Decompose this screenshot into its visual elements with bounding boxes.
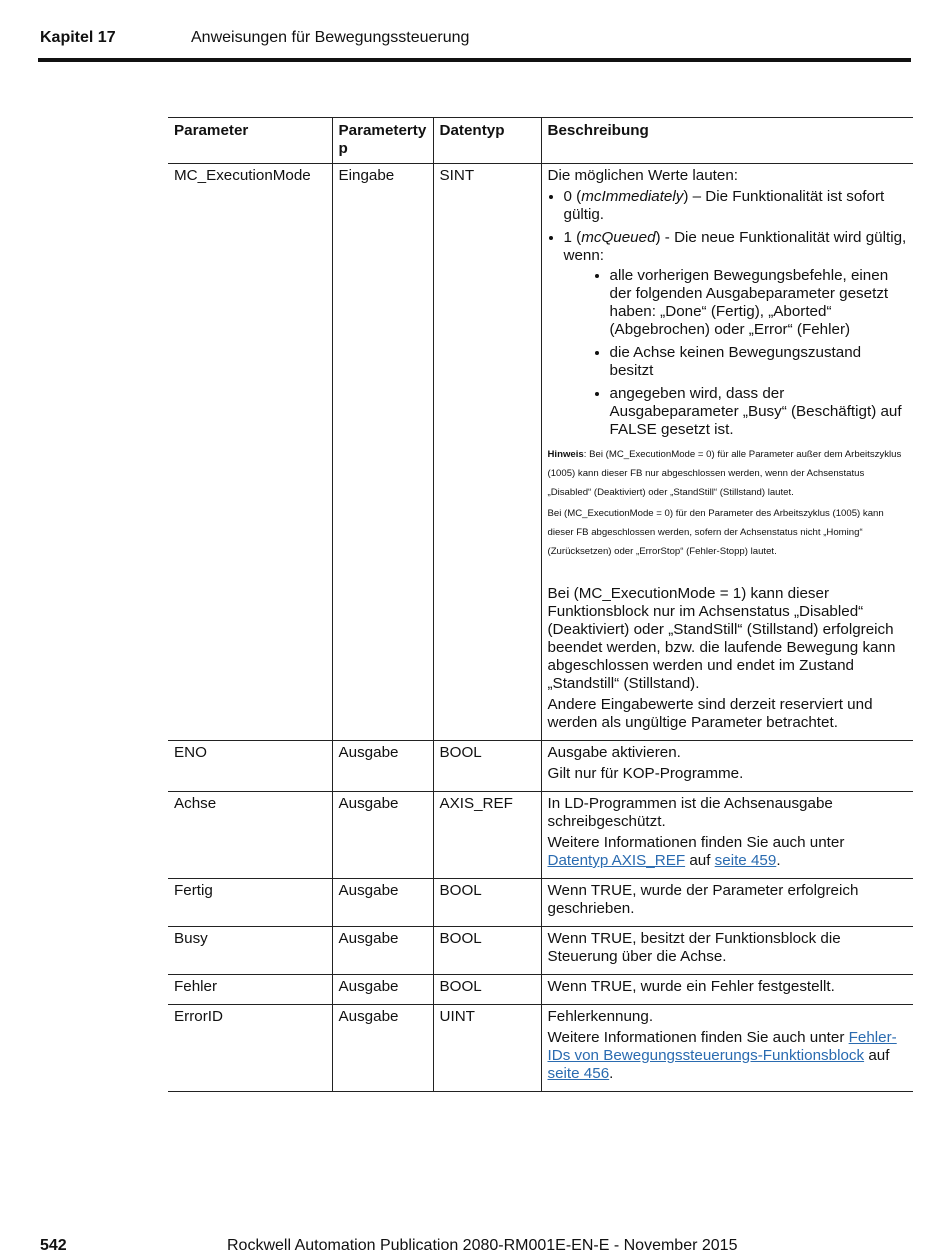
table-row [168, 975, 913, 1005]
table-row [168, 1005, 913, 1092]
publication-info: Rockwell Automation Publication 2080-RM001E-EN-E - November 2015 [227, 1237, 738, 1254]
cell-datentyp: UINT [433, 1005, 541, 1092]
header-datentyp: Datentyp [433, 118, 541, 164]
cell-parameter: ENO [168, 741, 332, 792]
text-run: ) - Die neue Funktionalität wird gültig, wenn: [563, 229, 907, 264]
page-number: 542 [40, 1237, 67, 1254]
note-block [548, 445, 908, 561]
link-page-reference[interactable]: seite 456 [547, 1065, 610, 1082]
cell-beschreibung [541, 792, 913, 879]
text-run: . [609, 1065, 614, 1082]
desc-line: Fehlerkennung. [547, 1008, 654, 1025]
table-row [168, 879, 913, 927]
desc-intro: Die möglichen Werte lauten: [547, 167, 739, 184]
list-item [564, 229, 908, 439]
header-parametertyp-part1: Parameterty [338, 122, 427, 139]
link-datentyp-axis-ref[interactable]: Datentyp AXIS_REF [547, 852, 686, 869]
desc-line: Ausgabe aktivieren. [547, 744, 681, 761]
note-paragraph: Bei (MC_ExecutionMode = 0) für den Parameter des Arbeitszyklus (1005) kann dieser FB abgeschlossen werden, sofern der Achsenstatus nicht „Homing“ (Zurücksetzen) oder „ErrorStop“ (Fehler-Stopp) lautet. [547, 508, 884, 557]
note-text: : Bei (MC_ExecutionMode = 0) für alle Parameter außer dem Arbeitszyklus (1005) kann dieser FB nur abgeschlossen werden, wenn der Achsenstatus „Disabled“ (Deaktiviert) oder „StandStill“ (Stillstand) lautet. [547, 449, 902, 498]
table-header-row [168, 118, 913, 164]
header-parametertyp-part2: p [338, 140, 348, 157]
chapter-label: Kapitel 17 [40, 29, 116, 46]
cell-datentyp: SINT [433, 164, 541, 741]
desc-line: Wenn TRUE, wurde der Parameter erfolgreich geschrieben. [547, 882, 859, 917]
cell-parameter: Fertig [168, 879, 332, 927]
cell-parameter: MC_ExecutionMode [168, 164, 332, 741]
cell-beschreibung [541, 741, 913, 792]
header-parameter: Parameter [168, 118, 332, 164]
parameter-table [168, 117, 913, 1092]
link-page-reference[interactable]: seite 459 [714, 852, 777, 869]
cell-beschreibung [541, 879, 913, 927]
cell-datentyp: BOOL [433, 975, 541, 1005]
table-row [168, 927, 913, 975]
text-run: 1 ( [563, 229, 582, 246]
emphasis: mcQueued [581, 229, 656, 246]
section-title: Anweisungen für Bewegungssteuerung [191, 29, 470, 46]
cell-parametertyp: Ausgabe [332, 879, 433, 927]
text-run: . [776, 852, 781, 869]
list-item [564, 188, 908, 224]
page-header [38, 0, 911, 62]
desc-paragraph: Bei (MC_ExecutionMode = 1) kann dieser Funktionsblock nur im Achsenstatus „Disabled“ (Deaktiviert) oder „StandStill“ (Stillstand) erfolgreich beendet werden, bzw. die laufende Bewegung kann abgeschlossen werden und endet im Zustand „Standstill“ (Stillstand). [547, 585, 896, 692]
text-run: 0 ( [563, 188, 582, 205]
text-run: Weitere Informationen finden Sie auch unter [547, 1029, 849, 1046]
cell-beschreibung [541, 927, 913, 975]
cell-beschreibung [541, 975, 913, 1005]
sub-list-item: • angegeben wird, dass der Ausgabeparameter „Busy“ (Beschäftigt) auf FALSE gesetzt ist. [610, 385, 908, 439]
table-row [168, 741, 913, 792]
text-run: ) – Die Funktionalität ist sofort gültig. [563, 188, 885, 223]
header-beschreibung: Beschreibung [541, 118, 913, 164]
link-fehler-ids[interactable]: Fehler-IDs von Bewegungssteuerungs-Funktionsblock [547, 1029, 897, 1064]
cell-beschreibung [541, 164, 913, 741]
header-parametertyp [332, 118, 433, 164]
cell-datentyp: BOOL [433, 927, 541, 975]
table-row [168, 164, 913, 741]
sub-list-item: • die Achse keinen Bewegungszustand besitzt [610, 344, 908, 380]
note-paragraph [548, 445, 908, 502]
emphasis: mcImmediately [581, 188, 684, 205]
cell-parametertyp: Ausgabe [332, 1005, 433, 1092]
cell-parameter: ErrorID [168, 1005, 332, 1092]
desc-line [548, 1029, 908, 1083]
desc-paragraph: Andere Eingabewerte sind derzeit reserviert und werden als ungültige Parameter betrachtet. [547, 696, 873, 731]
desc-line: Wenn TRUE, besitzt der Funktionsblock die Steuerung über die Achse. [547, 930, 841, 965]
value-list [548, 188, 908, 439]
cell-parametertyp: Ausgabe [332, 792, 433, 879]
desc-line [548, 834, 908, 870]
cell-datentyp: BOOL [433, 741, 541, 792]
cell-beschreibung [541, 1005, 913, 1092]
cell-datentyp: AXIS_REF [433, 792, 541, 879]
desc-line: In LD-Programmen ist die Achsenausgabe schreibgeschützt. [547, 795, 833, 830]
cell-parameter: Busy [168, 927, 332, 975]
cell-parametertyp: Ausgabe [332, 927, 433, 975]
text-run: Weitere Informationen finden Sie auch unter [547, 834, 845, 851]
cell-parameter: Achse [168, 792, 332, 879]
cell-parameter: Fehler [168, 975, 332, 1005]
cell-parametertyp: Ausgabe [332, 975, 433, 1005]
sub-list [564, 267, 908, 439]
desc-line: Gilt nur für KOP-Programme. [547, 765, 744, 782]
note-label: Hinweis [547, 449, 584, 460]
sub-list-item: • alle vorherigen Bewegungsbefehle, einen der folgenden Ausgabeparameter gesetzt haben: „Done“ (Fertig), „Aborted“ (Abgebrochen) oder „Error“ (Fehler) [610, 267, 908, 339]
text-run: auf [864, 1047, 890, 1064]
desc-line: Wenn TRUE, wurde ein Fehler festgestellt. [547, 978, 835, 995]
cell-parametertyp: Ausgabe [332, 741, 433, 792]
table-row [168, 792, 913, 879]
cell-datentyp: BOOL [433, 879, 541, 927]
cell-parametertyp: Eingabe [332, 164, 433, 741]
text-run: auf [685, 852, 715, 869]
